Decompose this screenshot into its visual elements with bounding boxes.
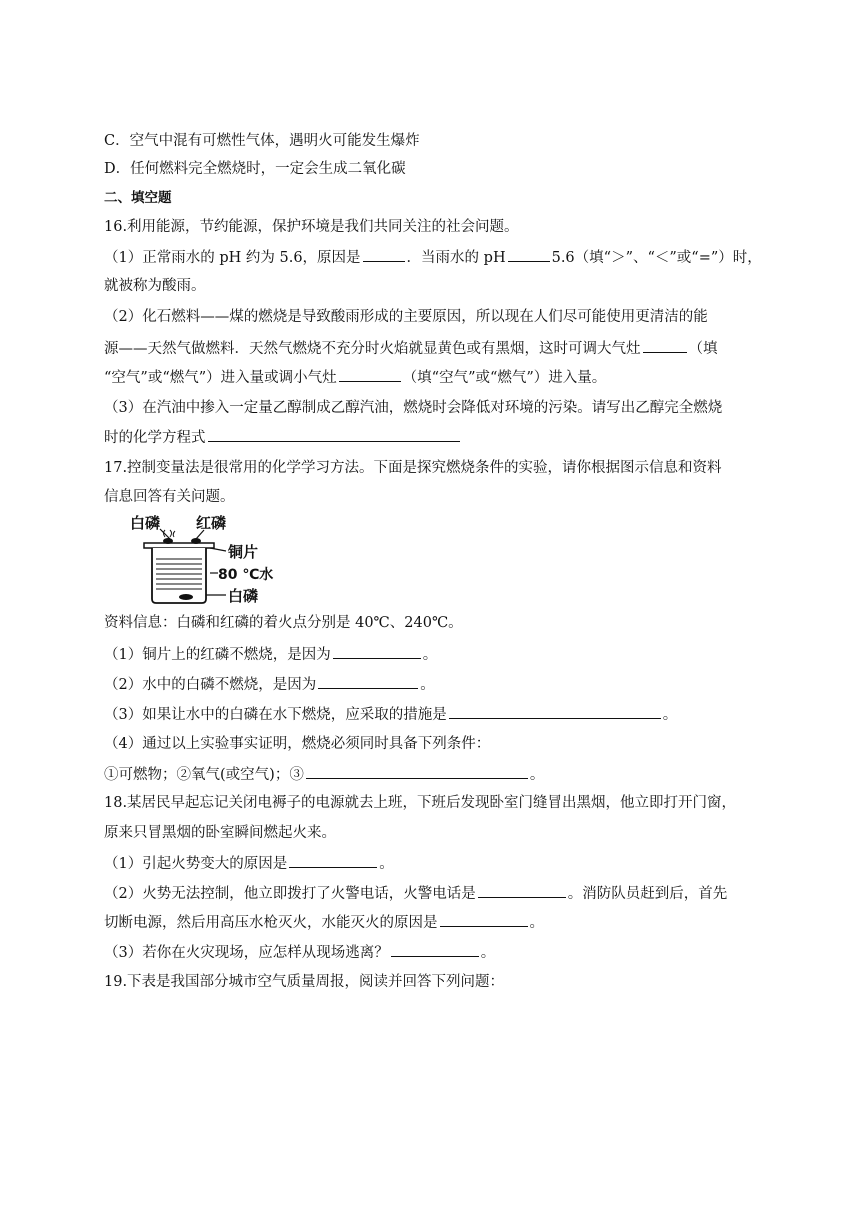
experiment-figure [130,513,280,605]
q18-p2-text-b: 。消防队员赶到后，首先 [567,886,728,902]
answer-blank[interactable] [643,338,687,353]
option-d: D．任何燃料完全燃烧时，一定会生成二氧化碳 [104,161,406,177]
period: 。 [480,945,496,961]
q17-stem-a: 17.控制变量法是很常用的化学学习方法。下面是探究燃烧条件的实验，请你根据图示信息和资料 [104,460,722,476]
label-red-phosphorus: 红磷 [196,514,227,532]
period: 。 [422,647,438,663]
option-c: C．空气中混有可燃性气体，遇明火可能发生爆炸 [104,133,420,149]
red-phosphorus-sample [191,538,201,544]
period: 。 [420,677,435,693]
q18-p1-text: （1）引起火势变大的原因是 [104,856,288,872]
period: 。 [662,707,678,723]
q16-part1-line1 [104,247,764,268]
q17-stem-b: 信息回答有关问题。 [104,489,235,505]
answer-blank[interactable] [391,942,479,957]
q16-part2-line2 [104,338,764,359]
q19-stem: 19.下表是我国部分城市空气质量周报，阅读并回答下列问题： [104,974,505,990]
q17-p4-text: （4）通过以上实验事实证明，燃烧必须同时具备下列条件： [104,736,491,752]
q18-p2-text-a: （2）火势无法控制，他立即拨打了火警电话，火警电话是 [104,886,476,902]
q16-p2-text-e: （填“空气”或“燃气”）进入量。 [402,370,607,386]
answer-blank[interactable] [508,247,550,262]
q16-stem: 16.利用能源，节约能源，保护环境是我们共同关注的社会问题。 [104,219,519,235]
q17-info: 资料信息：白磷和红磷的着火点分别是 40℃、240℃。 [104,615,463,631]
answer-blank[interactable] [208,427,460,442]
q16-part2-line3 [104,367,764,388]
answer-blank[interactable] [318,674,418,689]
q18-part1 [104,853,764,874]
q17-part2 [104,674,764,695]
answer-blank[interactable] [440,912,528,927]
q18-stem-a: 18.某居民早起忘记关闭电褥子的电源就去上班，下班后发现卧室门缝冒出黑烟，他立即打开门窗， [104,795,737,811]
q17-p2-text: （2）水中的白磷不燃烧，是因为 [104,677,317,693]
answer-blank[interactable] [478,883,566,898]
q16-p1-text-a: （1）正常雨水的 pH 约为 5.6，原因是 [104,250,361,266]
white-phosphorus-sample [163,538,173,544]
label-white-phosphorus-top: 白磷 [130,514,161,532]
label-copper-plate: 铜片 [228,543,259,561]
answer-blank[interactable] [333,644,421,659]
answer-blank[interactable] [363,247,405,262]
answer-blank[interactable] [289,853,377,868]
white-phosphorus-underwater [179,594,193,600]
answer-blank[interactable] [449,704,661,719]
q17-p5-text: ①可燃物；②氧气(或空气)；③ [104,767,304,783]
q18-p3-text: （3）若你在火灾现场，应怎样从现场逃离？ [104,945,389,961]
label-white-phosphorus-bottom: 白磷 [228,587,259,605]
q16-p2-text-d: “空气”或“燃气”）进入量或调小气灶 [104,370,337,386]
q16-p1-text-b: ．当雨水的 pH [406,250,506,266]
answer-blank[interactable] [339,367,401,382]
q16-p3-text-b: 时的化学方程式 [104,430,206,446]
q18-p2-text-c: 切断电源，然后用高压水枪灭火，水能灭火的原因是 [104,915,438,931]
q16-p1-text-d: 就被称为酸雨。 [104,278,206,294]
q16-part3-line2 [104,427,764,448]
q16-p3-text-a: （3）在汽油中掺入一定量乙醇制成乙醇汽油，燃烧时会降低对环境的污染。请写出乙醇完全燃烧 [104,400,723,416]
beaker-diagram [130,513,280,605]
q17-part1 [104,644,764,665]
q16-p1-text-c: 5.6（填“＞”、“＜”或“=”）时， [551,250,762,266]
period: 。 [529,915,544,931]
q18-stem-b: 原来只冒黑烟的卧室瞬间燃起火来。 [104,825,336,841]
beaker [152,548,206,603]
q16-p2-text-b: 源——天然气做燃料．天然气燃烧不充分时火焰就显黄色或有黑烟，这时可调大气灶 [104,341,641,357]
q18-part2-line2 [104,912,764,933]
q18-part3 [104,942,764,963]
q17-p3-text: （3）如果让水中的白磷在水下燃烧，应采取的措施是 [104,707,447,723]
copper-plate [144,543,214,548]
period: 。 [529,767,545,783]
q16-p2-text-c: （填 [688,341,718,357]
period: 。 [379,856,394,872]
label-water: 80 ℃水 [218,567,274,583]
q16-p2-text-a: （2）化石燃料——煤的燃烧是导致酸雨形成的主要原因，所以现在人们尽可能使用更清洁的能 [104,309,708,325]
section-title: 二、填空题 [104,190,172,206]
q17-part5 [104,764,764,785]
q17-part3 [104,704,764,725]
answer-blank[interactable] [306,764,528,779]
q18-part2-line1 [104,883,764,904]
q17-p1-text: （1）铜片上的红磷不燃烧，是因为 [104,647,331,663]
